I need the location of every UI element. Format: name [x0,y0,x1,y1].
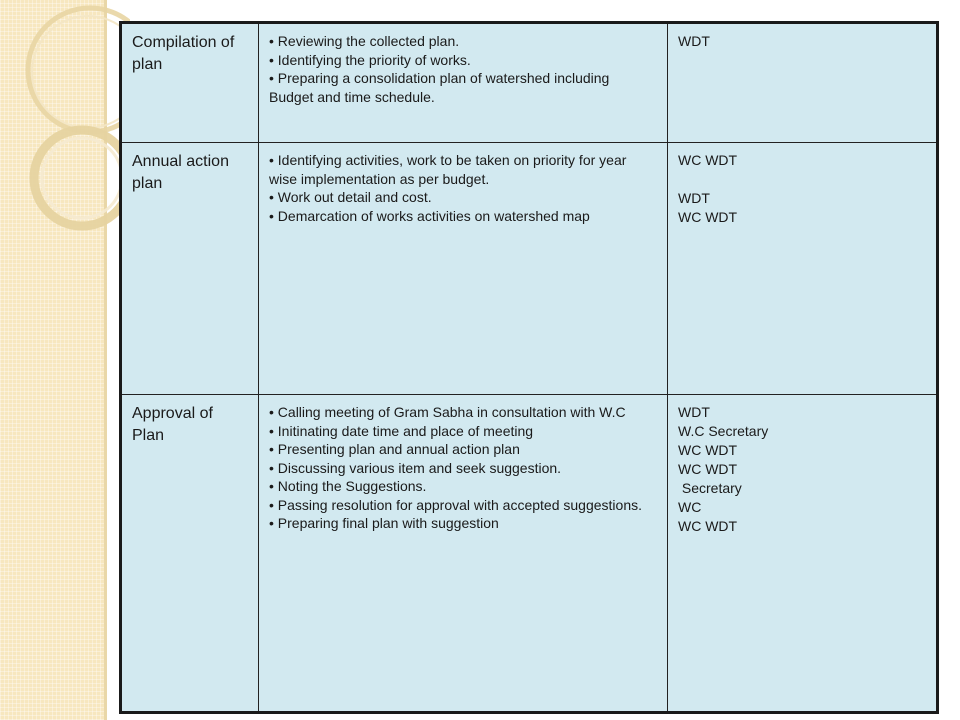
decorative-rings-icon [0,0,130,260]
responsible-item: WC WDT [678,461,738,477]
responsible-cell [668,395,938,713]
responsible-item: WDT [678,33,710,49]
activity-item: • Calling meeting of Gram Sabha in consultation with W.C [269,404,626,420]
responsible-cell [668,143,938,395]
activity-item: • Preparing final plan with suggestion [269,515,499,531]
activity-item: • Passing resolution for approval with accepted suggestions. [269,496,643,513]
activity-item: • Reviewing the collected plan. [269,33,460,49]
activity-item: • Presenting plan and annual action plan [269,441,520,457]
stage-cell: Annual action plan [121,143,259,395]
activity-item: • Noting the Suggestions. [269,478,427,494]
stage-cell: Compilation of plan [121,23,259,143]
responsible-item: WC WDT [678,209,738,225]
responsible-item: Secretary [678,480,742,496]
responsible-spacer [678,170,926,189]
activity-item: • Demarcation of works activities on watershed map [269,207,590,224]
activity-item: • Preparing a consolidation plan of watershed including Budget and time schedule. [269,70,614,105]
responsible-item: WDT [678,404,710,420]
activity-item: • Discussing various item and seek suggestion. [269,459,562,476]
activities-cell [259,143,668,395]
plan-table [119,21,939,714]
activities-cell [259,395,668,713]
stage-cell: Approval of Plan [121,395,259,713]
responsible-item: W.C Secretary [678,423,769,439]
table-row [121,395,938,713]
responsible-item: WC WDT [678,518,738,534]
activity-item: • Identifying activities, work to be taken on priority for year wise implementation as per budget. [269,152,631,187]
responsible-item: WC [678,499,702,515]
table-row [121,23,938,143]
responsible-item: WDT [678,190,710,206]
responsible-cell [668,23,938,143]
activities-cell [259,23,668,143]
responsible-item: WC WDT [678,442,738,458]
responsible-item: WC WDT [678,152,738,168]
table-row [121,143,938,395]
activity-item: • Initinating date time and place of meeting [269,422,534,439]
activity-item: • Work out detail and cost. [269,189,432,205]
activity-item: • Identifying the priority of works. [269,51,471,68]
